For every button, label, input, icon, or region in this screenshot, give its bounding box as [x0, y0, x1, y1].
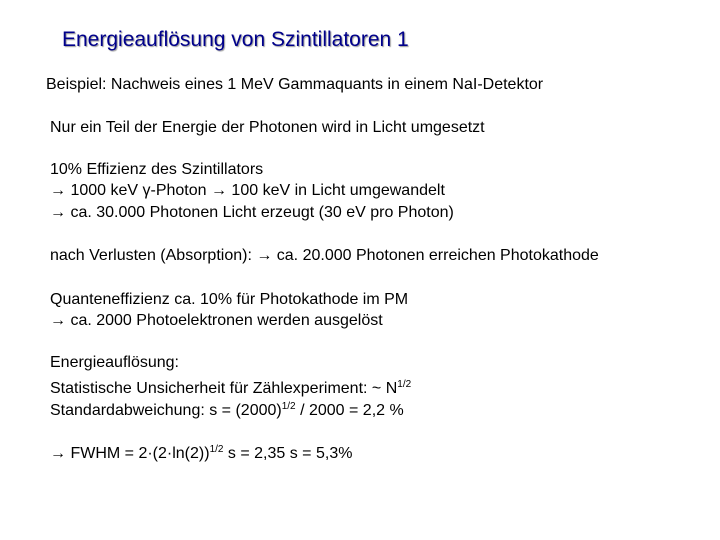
- efficiency-line-1: 10% Effizienz des Szintillators: [50, 161, 264, 178]
- efficiency-line-2: → 1000 keV γ-Photon → 100 keV in Licht umgewandelt: [50, 182, 445, 199]
- losses-line: nach Verlusten (Absorption): → ca. 20.000 Photonen erreichen Photokathode: [50, 247, 599, 264]
- statistical-uncertainty-line: [50, 375, 411, 399]
- intro-line: Nur ein Teil der Energie der Photonen wird in Licht umgesetzt: [50, 119, 485, 136]
- std-exponent: 1/2: [281, 401, 296, 412]
- fwhm-text-1: → FWHM = 2·(2·ln(2)): [50, 445, 210, 462]
- fwhm-text-2: s = 2,35 s = 5,3%: [223, 445, 353, 462]
- standard-deviation-line: [50, 397, 404, 421]
- fwhm-line: [50, 440, 352, 464]
- std-text-2: / 2000 = 2,2 %: [295, 402, 404, 419]
- efficiency-line-3: → ca. 30.000 Photonen Licht erzeugt (30 eV pro Photon): [50, 204, 454, 221]
- quantum-line-1: Quanteneffizienz ca. 10% für Photokathode im PM: [50, 291, 409, 308]
- stat-exponent: 1/2: [397, 379, 412, 390]
- stat-text: Statistische Unsicherheit für Zählexperiment: ~ N: [50, 380, 398, 397]
- slide-title: Energieauflösung von Szintillatoren 1: [62, 28, 409, 51]
- fwhm-exponent: 1/2: [209, 444, 224, 455]
- quantum-line-2: → ca. 2000 Photoelektronen werden ausgelöst: [50, 312, 383, 329]
- resolution-heading: Energieauflösung:: [50, 354, 179, 371]
- std-text-1: Standardabweichung: s = (2000): [50, 402, 282, 419]
- example-line: Beispiel: Nachweis eines 1 MeV Gammaquants in einem NaI-Detektor: [46, 76, 544, 93]
